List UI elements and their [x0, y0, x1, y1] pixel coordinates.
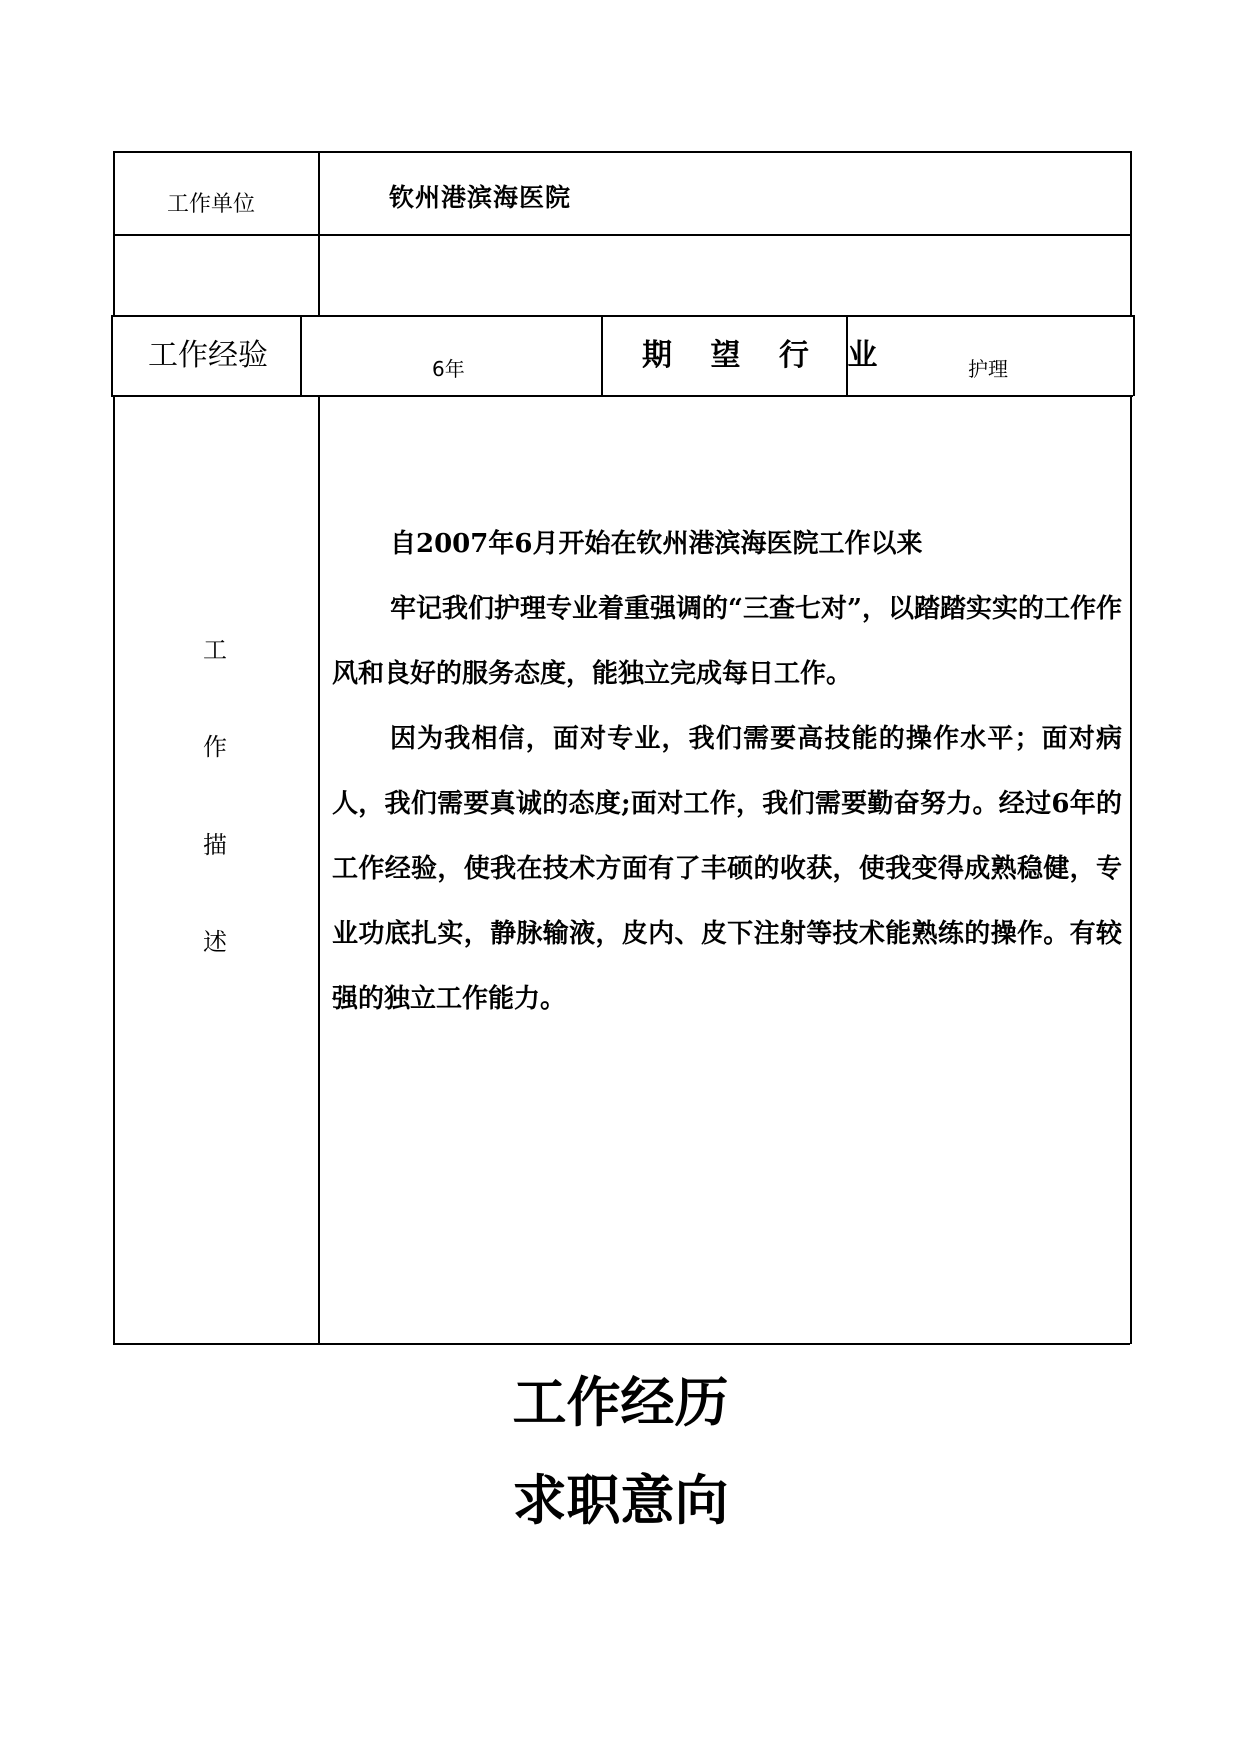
table-border-right [1130, 395, 1132, 1344]
column-divider [318, 151, 320, 315]
table-border-left [111, 315, 113, 396]
expected-industry-label: 期 望 行 业 [642, 338, 892, 373]
expected-industry-value: 护理 [968, 357, 1008, 381]
work-experience-value: 6年 [432, 357, 465, 381]
row-divider [111, 395, 1133, 397]
row-divider [111, 315, 1133, 317]
work-unit-label: 工作单位 [167, 192, 256, 217]
description-paragraph: 因为我相信，面对专业，我们需要高技能的操作水平；面对病人，我们需要真诚的态度;面对工作，我们需要勤奋努力。经过6年的工作经验，使我在技术方面有了丰硕的收获，使我变得成熟稳健，专业功底扎实，静脉输液，皮内、皮下注射等技术能熟练的操作。有较强的独立工作能力。 [332, 724, 1122, 1014]
description-label-char: 作 [203, 733, 227, 761]
column-divider [300, 315, 302, 396]
description-label-char: 工 [203, 636, 227, 664]
description-paragraph: 自2007年6月开始在钦州港滨海医院工作以来 [390, 529, 923, 559]
table-border-right [1133, 315, 1135, 396]
row-divider [113, 234, 1130, 236]
work-experience-label: 工作经验 [148, 338, 268, 373]
description-label-char: 述 [203, 928, 227, 956]
table-border-top [113, 151, 1130, 153]
column-divider [318, 395, 320, 1344]
table-border-left [113, 395, 115, 1344]
job-intention-heading: 求职意向 [512, 1469, 729, 1532]
table-border-right [1130, 151, 1132, 315]
description-label-char: 描 [203, 831, 227, 859]
column-divider [601, 315, 603, 396]
table-border-left [113, 151, 115, 315]
description-paragraph: 牢记我们护理专业着重强调的“三查七对”，以踏踏实实的工作作风和良好的服务态度，能独立完成每日工作。 [332, 594, 1122, 689]
work-unit-value: 钦州港滨海医院 [389, 183, 572, 212]
work-history-heading: 工作经历 [512, 1371, 729, 1434]
table-border-bottom [113, 1343, 1130, 1345]
